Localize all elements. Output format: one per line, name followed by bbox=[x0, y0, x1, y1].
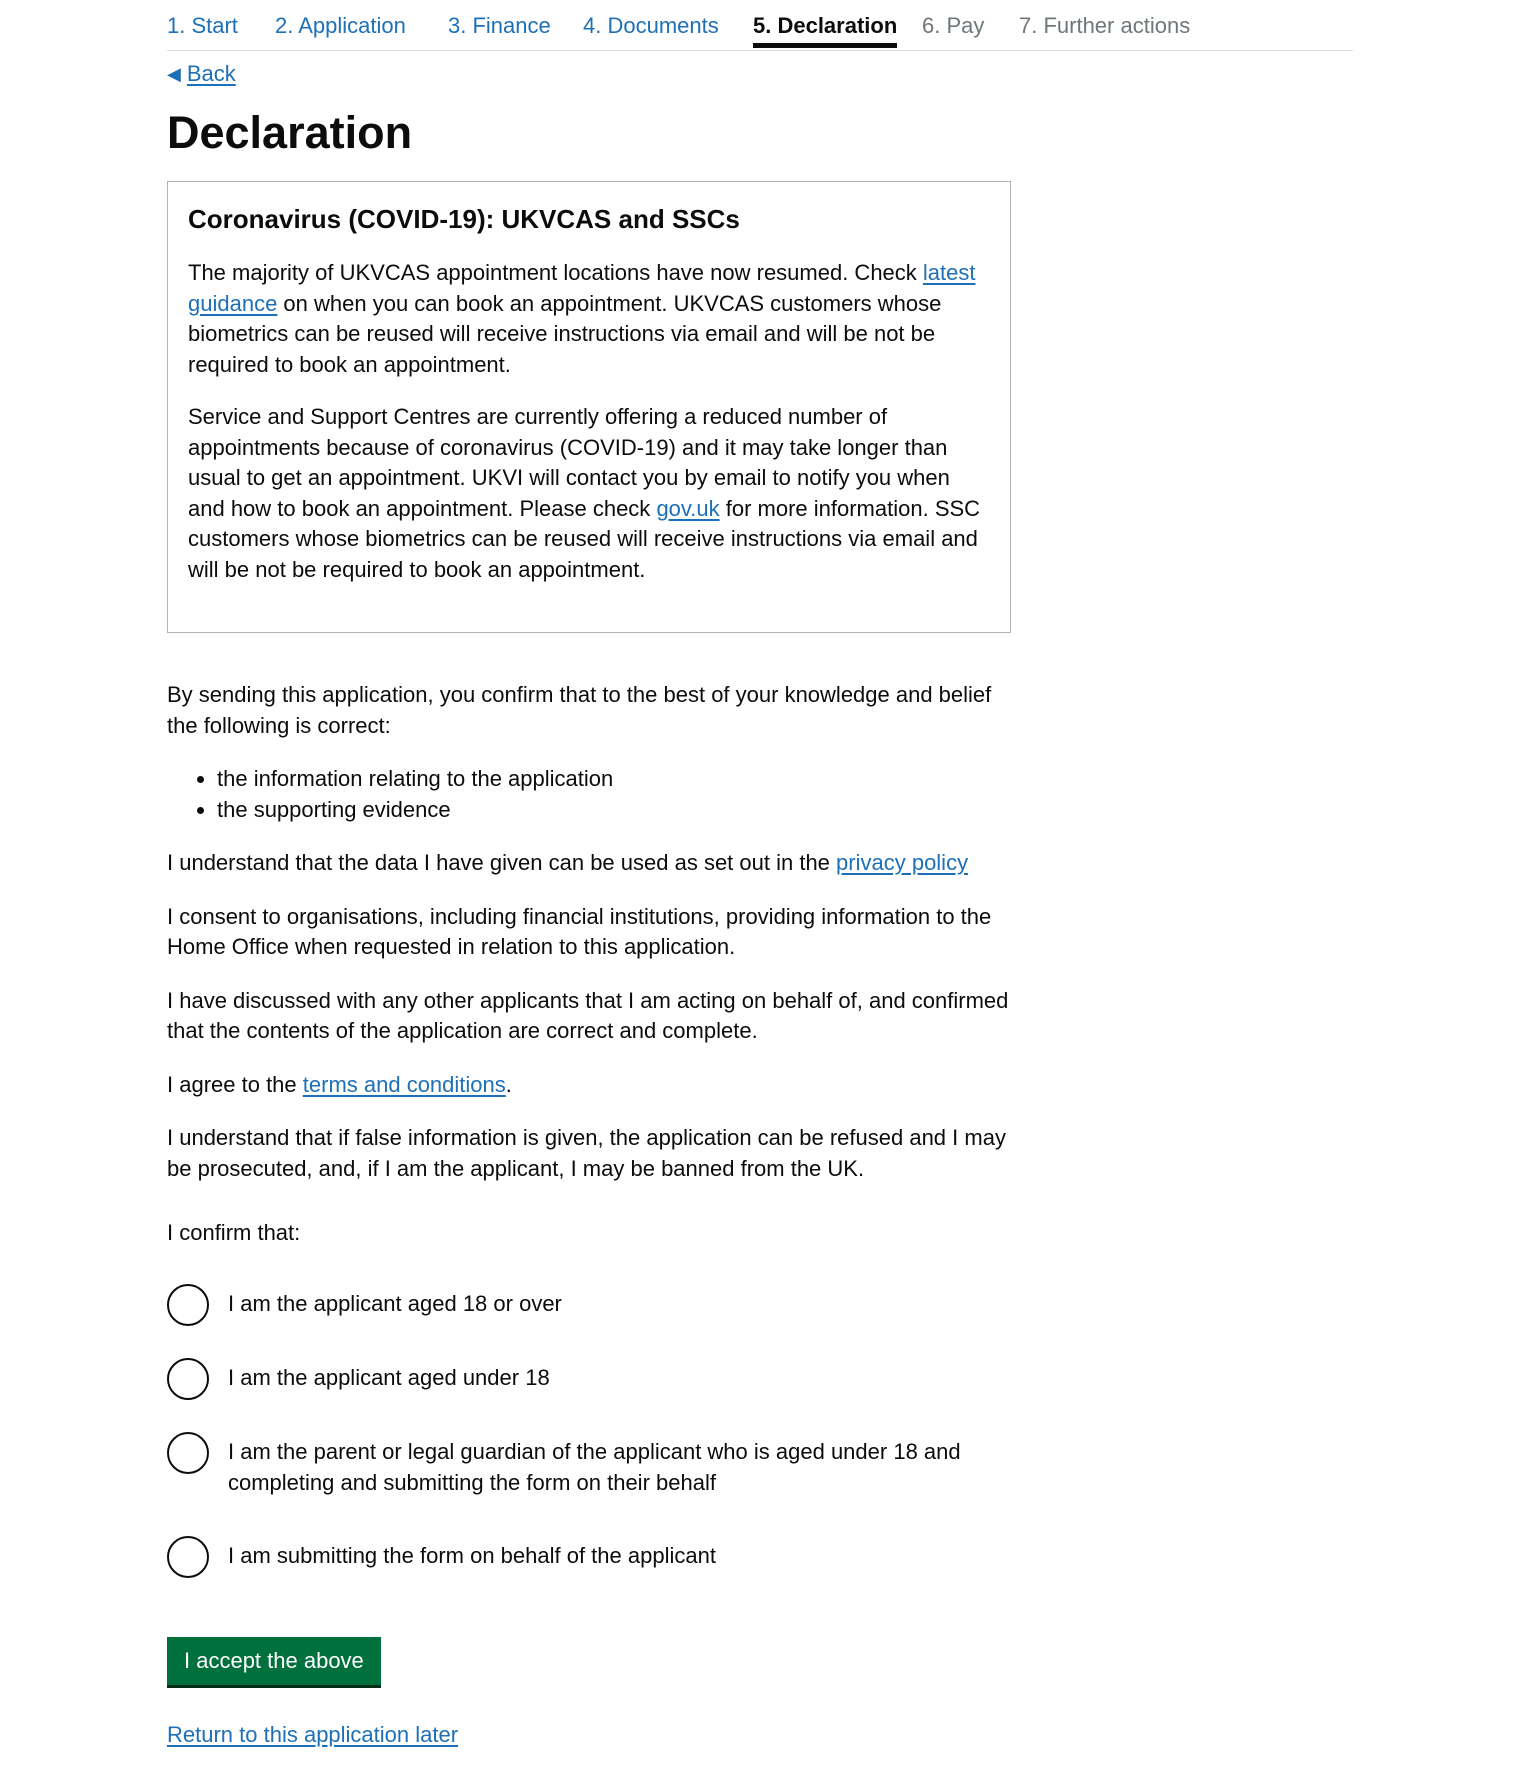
terms-text-start: I agree to the bbox=[167, 1071, 303, 1097]
radio-label[interactable]: I am the applicant aged under 18 bbox=[228, 1365, 550, 1390]
step-documents[interactable]: 4. Documents bbox=[583, 13, 719, 38]
confirm-label: I confirm that: bbox=[167, 1220, 301, 1245]
bullet-information: • the information relating to the application bbox=[217, 764, 1017, 795]
ukvcas-text-start: The majority of UKVCAS appointment locations have now resumed. Check bbox=[188, 260, 923, 285]
data-usage-statement bbox=[167, 848, 1017, 879]
terms-text-end: . bbox=[505, 1071, 512, 1097]
step-application[interactable]: 2. Application bbox=[275, 13, 406, 38]
ukvcas-text-end: on when you can book an appointment. UKVCAS customers whose biometrics can be reused will receive instructions via email and will be not be required to book an appointment. bbox=[188, 290, 942, 377]
radio-on-behalf-of-applicant[interactable] bbox=[167, 1536, 1028, 1578]
radio-label[interactable]: I am the applicant aged 18 or over bbox=[228, 1291, 562, 1316]
step-pay: 6. Pay bbox=[922, 13, 985, 38]
ssc-text-start: Service and Support Centres are currently offering a reduced number of appointments because of coronavirus (COVID-19) and it may take longer than usual to get an appointment. UKVI will contact you by email to notify you when and how to book an appointment. Please check bbox=[188, 404, 950, 521]
step-start[interactable]: 1. Start bbox=[167, 13, 238, 38]
accept-button[interactable]: I accept the above bbox=[167, 1637, 381, 1685]
radio-applicant-18-or-over[interactable] bbox=[167, 1284, 1028, 1326]
step-declaration: 5. Declaration bbox=[753, 12, 897, 48]
radio-applicant-under-18[interactable] bbox=[167, 1358, 1028, 1400]
discussed-statement: I have discussed with any other applicants that I am acting on behalf of, and confirmed that the contents of the application are correct and complete. bbox=[167, 987, 1009, 1043]
step-further-actions: 7. Further actions bbox=[1019, 13, 1191, 38]
progress-steps bbox=[167, 0, 1353, 51]
terms-statement bbox=[167, 1070, 1017, 1101]
declaration-intro: By sending this application, you confirm that to the best of your knowledge and belief the following is correct: bbox=[167, 682, 992, 738]
back-link-label: Back bbox=[186, 61, 236, 86]
ukvcas-paragraph bbox=[188, 258, 990, 380]
radio-label[interactable]: I am submitting the form on behalf of the applicant bbox=[228, 1543, 716, 1568]
page-title: Declaration bbox=[167, 107, 413, 158]
ssc-paragraph bbox=[188, 402, 990, 585]
radio-parent-or-guardian[interactable] bbox=[167, 1432, 1028, 1498]
gov-uk-link[interactable]: gov.uk bbox=[656, 495, 720, 521]
radio-label[interactable]: I am the parent or legal guardian of the applicant who is aged under 18 and completing and submitting the form on their behalf bbox=[228, 1439, 961, 1495]
latest-guidance-link[interactable]: latest guidance bbox=[188, 260, 976, 316]
false-information-statement: I understand that if false information is given, the application can be refused and I may be prosecuted, and, if I am the applicant, I may be banned from the UK. bbox=[167, 1125, 1006, 1181]
return-later-link[interactable]: Return to this application later bbox=[167, 1722, 459, 1747]
declaration-bullet-list bbox=[167, 764, 1017, 825]
ssc-text-end: for more information. SSC customers whose biometrics can be reused will receive instructions via email and will be not be required to book an appointment. bbox=[188, 495, 981, 582]
radio-circle[interactable] bbox=[167, 1536, 209, 1578]
back-link[interactable] bbox=[167, 60, 236, 88]
radio-circle[interactable] bbox=[167, 1358, 209, 1400]
consent-statement: I consent to organisations, including financial institutions, providing information to the Home Office when requested in relation to this application. bbox=[167, 903, 992, 959]
radio-circle[interactable] bbox=[167, 1432, 209, 1474]
declaration-content bbox=[167, 680, 1017, 1207]
privacy-policy-link[interactable]: privacy policy bbox=[836, 850, 969, 875]
terms-and-conditions-link[interactable]: terms and conditions bbox=[302, 1071, 506, 1097]
bullet-evidence: • the supporting evidence bbox=[217, 795, 1017, 826]
back-arrow-icon: ◀ bbox=[167, 64, 181, 84]
step-finance[interactable]: 3. Finance bbox=[448, 13, 551, 38]
covid-panel-heading: Coronavirus (COVID-19): UKVCAS and SSCs bbox=[188, 204, 740, 234]
radio-circle[interactable] bbox=[167, 1284, 209, 1326]
covid-info-panel bbox=[167, 181, 1011, 633]
data-usage-text: I understand that the data I have given can be used as set out in the bbox=[167, 850, 837, 875]
